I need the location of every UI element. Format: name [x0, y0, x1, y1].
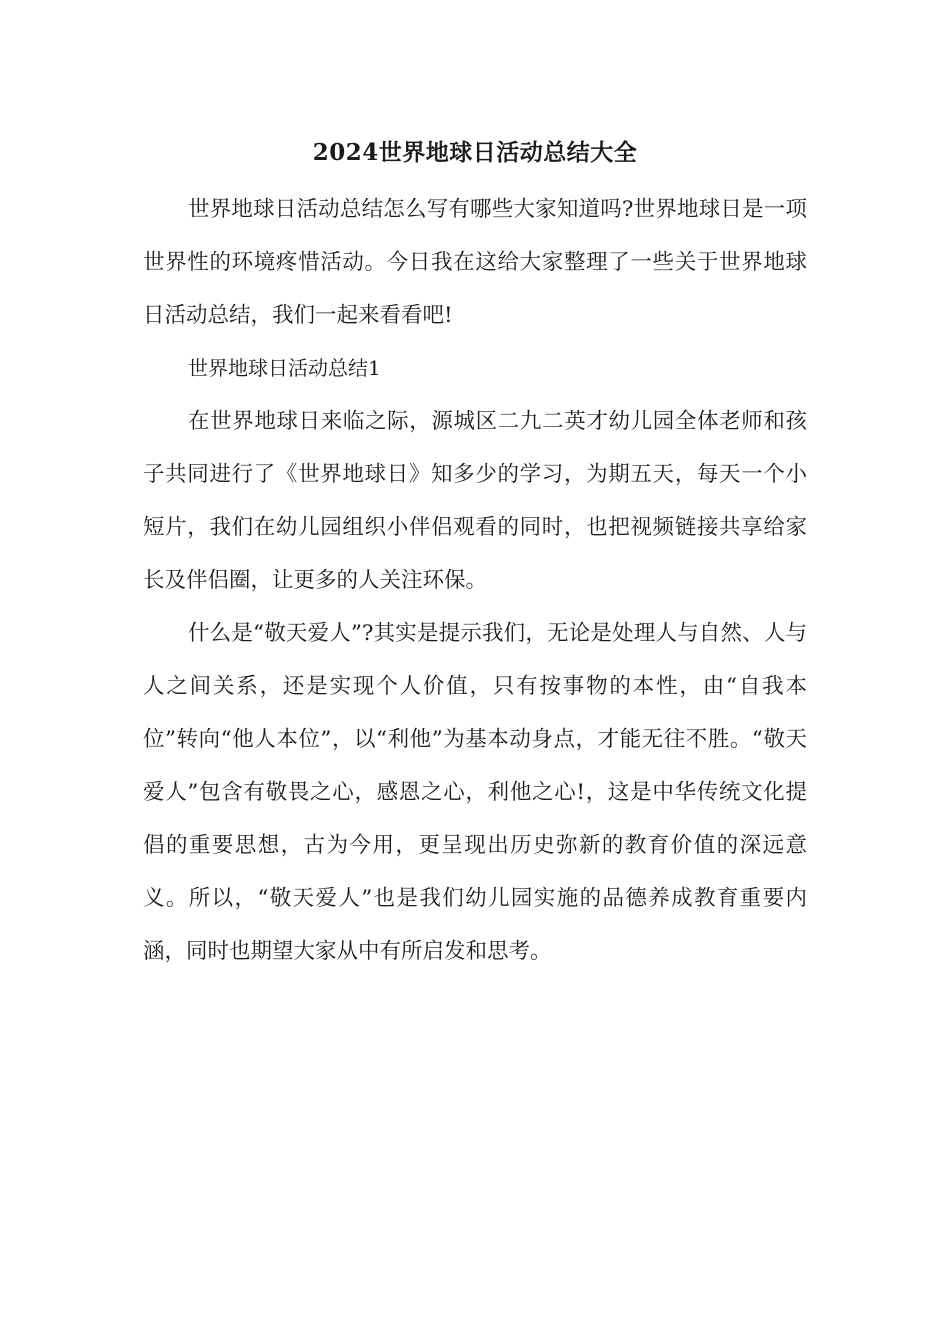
body-paragraph-1: 在世界地球日来临之际，源城区二九二英才幼儿园全体老师和孩子共同进行了《世界地球日》知多少的学习，为期五天，每天一个小短片，我们在幼儿园组织小伴侣观看的同时，也把视频链接共享给家长及伴侣圈，让更多的人关注环保。	[143, 409, 807, 593]
intro-paragraph: 世界地球日活动总结怎么写有哪些大家知道吗?世界地球日是一项世界性的环境疼惜活动。今日我在这给大家整理了一些关于世界地球日活动总结，我们一起来看看吧!	[143, 197, 807, 328]
body-paragraph-2: 什么是“敬天爱人”?其实是提示我们，无论是处理人与自然、人与人之间关系，还是实现个人价值，只有按事物的本性，由“自我本位”转向“他人本位”，以“利他”为基本动身点，才能无往不胜。“敬天爱人”包含有敬畏之心，感恩之心，利他之心!，这是中华传统文化提倡的重要思想，古为今用，更呈现出历史弥新的教育价值的深远意义。所以，“敬天爱人”也是我们幼儿园实施的品德养成教育重要内涵，同时也期望大家从中有所启发和思考。	[143, 621, 807, 964]
document-title: 2024世界地球日活动总结大全	[312, 139, 638, 166]
document-body	[143, 183, 807, 978]
section-heading: 世界地球日活动总结1	[188, 356, 381, 380]
